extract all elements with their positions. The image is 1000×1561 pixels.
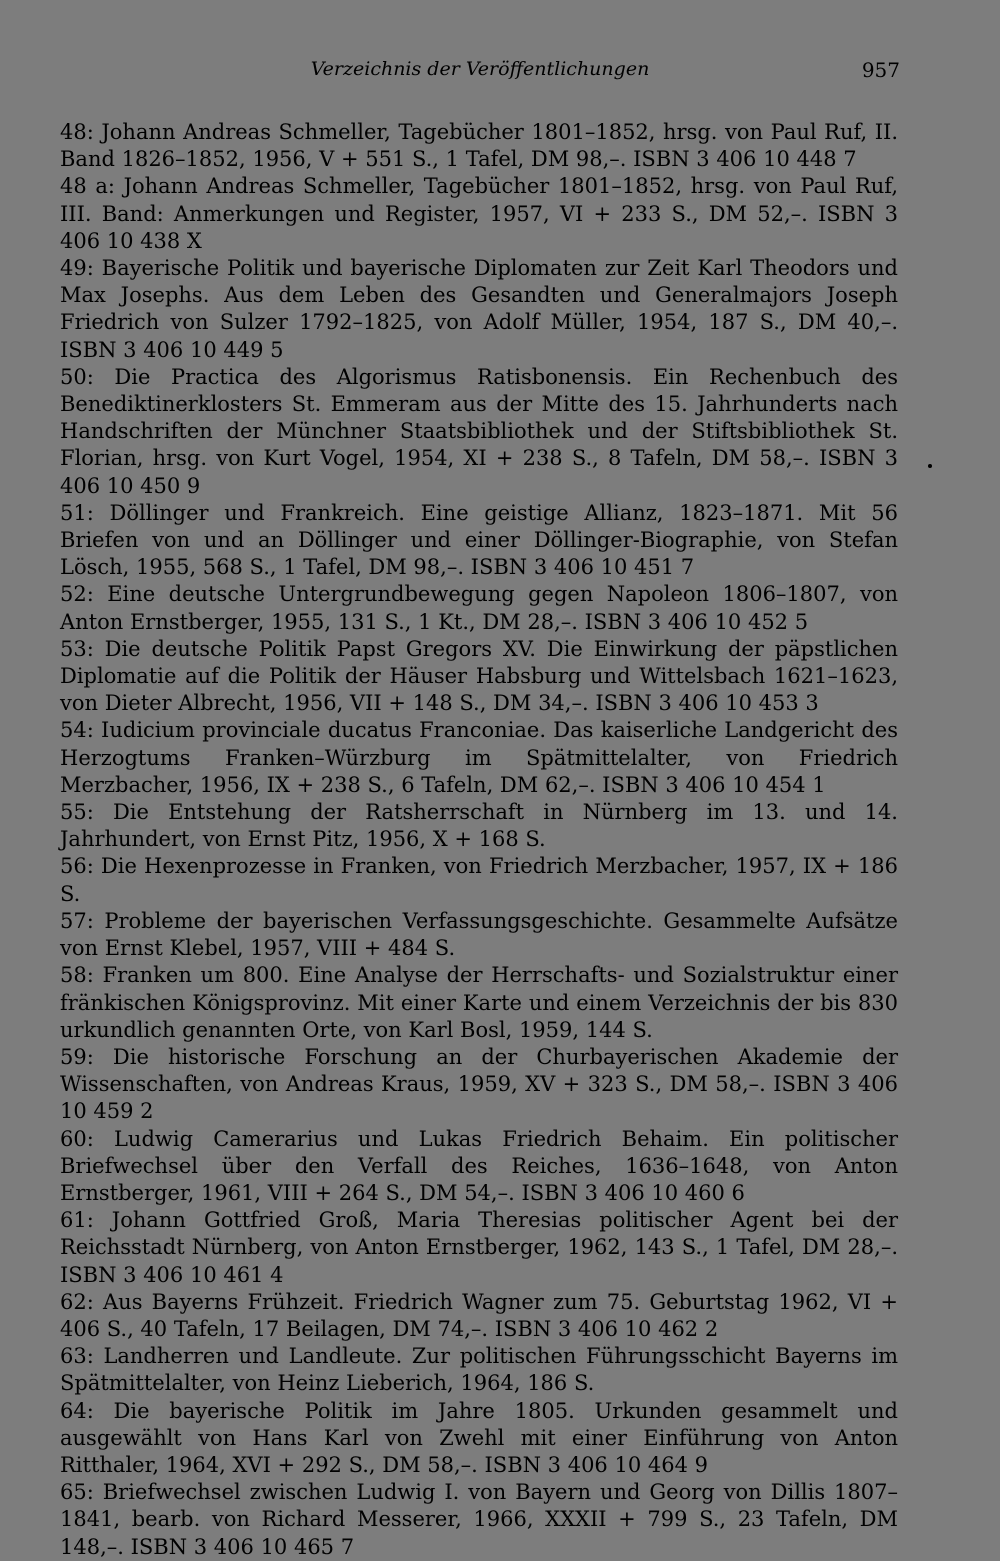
- publication-entry: 57: Probleme der bayerischen Verfassungsgeschichte. Gesammelte Aufsätze von Ernst Klebel, 1957, VIII + 484 S.: [60, 908, 898, 961]
- publication-entry: 56: Die Hexenprozesse in Franken, von Friedrich Merzbacher, 1957, IX + 186 S.: [60, 854, 898, 906]
- publication-entry: 50: Die Practica des Algorismus Ratisbonensis. Ein Rechenbuch des Benediktinerklosters St. Emmeram aus der Mitte des 15. Jahrhunderts nach Handschriften der Münchner Staatsbibliothek und der Stiftsbibliothek St. Florian, hrsg. von Kurt Vogel, 1954, XI + 238 S., 8 Tafeln, DM 58,–. ISBN 3 406 10 450 9: [60, 364, 898, 498]
- publication-entry: 60: Ludwig Camerarius und Lukas Friedrich Behaim. Ein politischer Briefwechsel über den Verfall des Reiches, 1636–1648, von Anton Ernstberger, 1961, VIII + 264 S., DM 54,–. ISBN 3 406 10 460 6: [60, 1126, 898, 1205]
- publication-entry: 55: Die Entstehung der Ratsherrschaft in Nürnberg im 13. und 14. Jahrhundert, von Ernst Pitz, 1956, X + 168 S.: [60, 800, 898, 852]
- publication-entry: 64: Die bayerische Politik im Jahre 1805. Urkunden gesammelt und ausgewählt von Hans Karl von Zwehl mit einer Einführung von Anton Ritthaler, 1964, XVI + 292 S., DM 58,–. ISBN 3 406 10 464 9: [60, 1398, 898, 1477]
- publication-entry: 65: Briefwechsel zwischen Ludwig I. von Bayern und Georg von Dillis 1807–1841, bearb. von Richard Messerer, 1966, XXXII + 799 S., 23 Tafeln, DM 148,–. ISBN 3 406 10 465 7: [60, 1480, 898, 1559]
- publication-entry: 58: Franken um 800. Eine Analyse der Herrschafts- und Sozialstruktur einer fränkischen Königsprovinz. Mit einer Karte und einem Verzeichnis der bis 830 urkundlich genannten Orte, von Karl Bosl, 1959, 144 S.: [60, 963, 898, 1042]
- publication-entry: 63: Landherren und Landleute. Zur politischen Führungsschicht Bayerns im Spätmittelalter, von Heinz Lieberich, 1964, 186 S.: [60, 1344, 898, 1396]
- publication-entry: 59: Die historische Forschung an der Churbayerischen Akademie der Wissenschaften, von Andreas Kraus, 1959, XV + 323 S., DM 58,–. ISBN 3 406 10 459 2: [60, 1044, 898, 1124]
- publication-entry: 52: Eine deutsche Untergrundbewegung gegen Napoleon 1806–1807, von Anton Ernstberger, 1955, 131 S., 1 Kt., DM 28,–. ISBN 3 406 10 452 5: [60, 582, 898, 634]
- page-number: 957: [861, 58, 900, 82]
- running-title: Verzeichnis der Veröffentlichungen: [310, 58, 650, 80]
- publication-entry: 49: Bayerische Politik und bayerische Diplomaten zur Zeit Karl Theodors und Max Josephs. Aus dem Leben des Gesandten und Generalmajors Joseph Friedrich von Sulzer 1792–1825, von Adolf Müller, 1954, 187 S., DM 40,–. ISBN 3 406 10 449 5: [60, 256, 898, 362]
- publication-entry: 62: Aus Bayerns Frühzeit. Friedrich Wagner zum 75. Geburtstag 1962, VI + 406 S., 40 Tafeln, 17 Beilagen, DM 74,–. ISBN 3 406 10 462 2: [60, 1289, 898, 1341]
- margin-dot-mark: [928, 464, 932, 468]
- publication-entry: 53: Die deutsche Politik Papst Gregors XV. Die Einwirkung der päpstlichen Diplomatie auf die Politik der Häuser Habsburg und Wittelsbach 1621–1623, von Dieter Albrecht, 1956, VII + 148 S., DM 34,–. ISBN 3 406 10 453 3: [60, 636, 898, 716]
- publication-entry: 54: Iudicium provinciale ducatus Franconiae. Das kaiserliche Landgericht des Herzogtums Franken–Würzburg im Spätmittelalter, von Friedrich Merzbacher, 1956, IX + 238 S., 6 Tafeln, DM 62,–. ISBN 3 406 10 454 1: [60, 718, 898, 797]
- publication-entry: 48 a: Johann Andreas Schmeller, Tagebücher 1801–1852, hrsg. von Paul Ruf, III. Band: Anmerkungen und Register, 1957, VI + 233 S., DM 52,–. ISBN 3 406 10 438 X: [60, 174, 898, 253]
- publication-list: [60, 119, 898, 1561]
- publication-entry: 61: Johann Gottfried Groß, Maria Theresias politischer Agent bei der Reichsstadt Nürnberg, von Anton Ernstberger, 1962, 143 S., 1 Tafel, DM 28,–. ISBN 3 406 10 461 4: [60, 1208, 898, 1287]
- publication-entry: 51: Döllinger und Frankreich. Eine geistige Allianz, 1823–1871. Mit 56 Briefen von und an Döllinger und einer Döllinger-Biographie, von Stefan Lösch, 1955, 568 S., 1 Tafel, DM 98,–. ISBN 3 406 10 451 7: [60, 500, 898, 580]
- publication-entry: 48: Johann Andreas Schmeller, Tagebücher 1801–1852, hrsg. von Paul Ruf, II. Band 1826–1852, 1956, V + 551 S., 1 Tafel, DM 98,–. ISBN 3 406 10 448 7: [60, 120, 898, 172]
- page-header: [60, 58, 900, 88]
